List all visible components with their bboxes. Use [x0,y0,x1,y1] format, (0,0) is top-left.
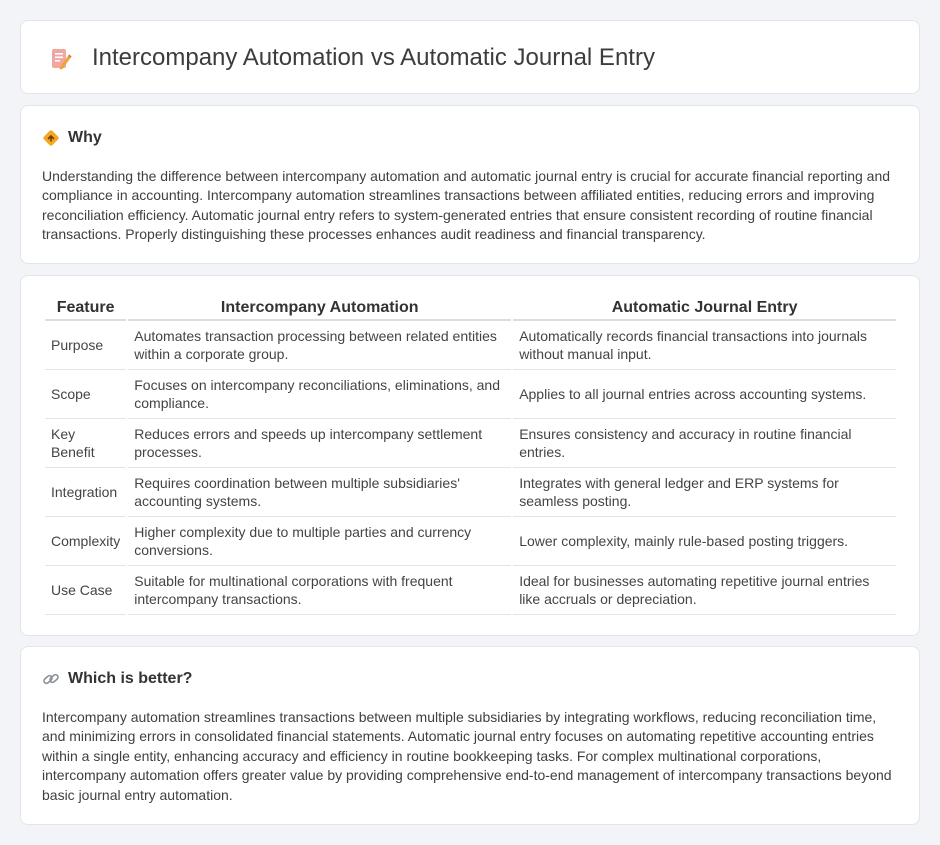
which-is-better-section [20,646,920,825]
comparison-table [43,297,898,615]
table-row [45,517,896,566]
why-text: Understanding the difference between intercompany automation and automatic journal entry is crucial for accurate financial reporting and compliance in accounting. Intercompany automation streamlines transactions between affiliated entities, reducing errors and improving reconciliation efficiency. Automatic journal entry refers to system-generated entries that ensure consistent recording of routine financial transactions. Properly distinguishing these processes enhances audit readiness and financial transparency. [42,168,891,243]
feature-cell: Key Benefit [45,419,126,468]
feature-cell: Complexity [45,517,126,566]
journal-entry-cell: Ensures consistency and accuracy in routine financial entries. [513,419,896,468]
feature-cell: Purpose [45,321,126,370]
journal-entry-cell: Applies to all journal entries across accounting systems. [513,370,896,419]
header-card [20,20,920,94]
intercompany-cell: Requires coordination between multiple subsidiaries' accounting systems. [128,468,511,517]
document-edit-icon [48,47,72,71]
page-title: Intercompany Automation vs Automatic Journal Entry [92,44,655,71]
why-heading: Why [68,129,102,146]
header-feature: Feature [45,297,126,321]
journal-entry-cell: Integrates with general ledger and ERP systems for seamless posting. [513,468,896,517]
why-section [20,105,920,264]
why-heading-row [42,128,102,148]
intercompany-cell: Reduces errors and speeds up intercompany settlement processes. [128,419,511,468]
intercompany-cell: Automates transaction processing between related entities within a corporate group. [128,321,511,370]
feature-cell: Use Case [45,566,126,615]
intercompany-cell: Suitable for multinational corporations with frequent intercompany transactions. [128,566,511,615]
journal-entry-cell: Ideal for businesses automating repetitive journal entries like accruals or depreciation. [513,566,896,615]
header-intercompany: Intercompany Automation [128,297,511,321]
journal-entry-cell: Automatically records financial transactions into journals without manual input. [513,321,896,370]
table-row [45,419,896,468]
intercompany-cell: Focuses on intercompany reconciliations, eliminations, and compliance. [128,370,511,419]
diamond-direction-icon [42,129,60,147]
intercompany-cell: Higher complexity due to multiple parties and currency conversions. [128,517,511,566]
table-row [45,468,896,517]
table-row [45,566,896,615]
feature-cell: Integration [45,468,126,517]
better-heading-row [42,669,192,689]
better-text: Intercompany automation streamlines transactions between multiple subsidiaries by integrating workflows, reducing reconciliation time, and minimizing errors in consolidated financial statements. Automatic journal entry focuses on automating repetitive accounting entries within a single entity, enhancing accuracy and efficiency in routine bookkeeping tasks. For complex multinational corporations, intercompany automation offers greater value by providing comprehensive end-to-end management of intercompany transactions beyond basic journal entry automation. [42,709,892,803]
comparison-section [20,275,920,636]
table-row [45,370,896,419]
header-journal-entry: Automatic Journal Entry [513,297,896,321]
better-heading: Which is better? [68,670,193,687]
journal-entry-cell: Lower complexity, mainly rule-based posting triggers. [513,517,896,566]
link-icon [42,670,60,688]
table-row [45,321,896,370]
table-header-row [45,297,896,321]
feature-cell: Scope [45,370,126,419]
